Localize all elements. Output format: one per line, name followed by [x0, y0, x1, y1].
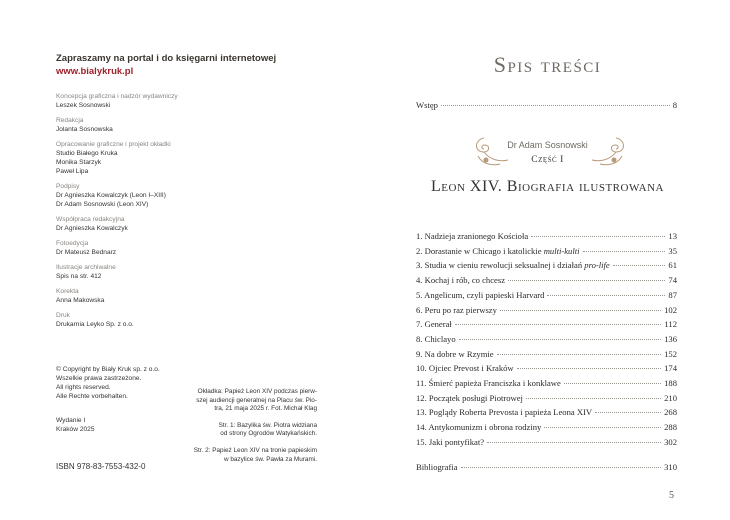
caption [157, 422, 317, 439]
toc-entry-page: 188 [664, 378, 677, 388]
toc-entry[interactable] [416, 319, 677, 329]
caption-line: w bazylice św. Pawła za Murami. [223, 455, 317, 463]
chapter-title: Ojciec Prevost i Kraków [428, 363, 514, 374]
chapter-number: 2. [416, 245, 423, 256]
toc-entry-title [416, 231, 528, 241]
isbn: ISBN 978-83-7553-432-0 [56, 462, 146, 471]
chapter-title: Chiclayo [424, 333, 456, 344]
dot-leader [508, 280, 665, 281]
chapter-number: 13. [416, 407, 427, 418]
toc-entry[interactable] [416, 260, 677, 270]
toc-entry-title [416, 319, 452, 329]
credit-group [56, 92, 316, 110]
toc-entry-intro[interactable] [416, 100, 677, 110]
caption-line: od strony Ogrodów Watykańskich. [220, 430, 317, 438]
toc-entry[interactable] [416, 363, 677, 373]
toc-entry[interactable] [416, 246, 677, 256]
credit-label: Ilustracje archiwalne [56, 264, 116, 271]
chapter-number: 4. [416, 275, 423, 286]
credit-group [56, 239, 316, 257]
toc-entry-page: 13 [668, 231, 677, 241]
toc-entry-title [416, 349, 494, 359]
toc-entry-title [416, 437, 484, 447]
dot-leader [500, 310, 661, 311]
credit-name: Anna Makowska [56, 297, 105, 304]
dot-leader [583, 251, 666, 252]
credit-group [56, 287, 316, 305]
dot-leader [441, 105, 670, 106]
toc-entry-title [416, 260, 610, 270]
dot-leader [544, 427, 661, 428]
toc-entry-title [416, 275, 505, 285]
promo-url[interactable]: www.bialykruk.pl [56, 66, 134, 77]
right-page [365, 0, 730, 520]
chapter-title: Kochaj i rób, co chcesz [424, 275, 506, 286]
chapter-number: 5. [416, 289, 423, 300]
credit-label: Korekta [56, 288, 79, 295]
credit-name: Leszek Sosnowski [56, 102, 111, 109]
part-label: Część I [531, 155, 564, 165]
chapter-title: Generał [424, 319, 452, 330]
edition-line: Wydanie I [56, 417, 86, 424]
dot-leader [564, 383, 661, 384]
toc-entry[interactable] [416, 393, 677, 403]
dot-leader [461, 467, 662, 468]
credit-label: Opracowanie graficzne i projekt okładki [56, 141, 171, 148]
toc-entry[interactable] [416, 231, 677, 241]
caption-line: Str. 2: Papież Leon XIV na tronie papieskim [193, 446, 317, 454]
credit-name: Drukarnia Leyko Sp. z o.o. [56, 321, 134, 328]
chapter-title: Peru po raz pierwszy [424, 304, 497, 315]
credit-group [56, 116, 316, 134]
chapter-number: 3. [416, 260, 423, 271]
credit-name: Spis na str. 412 [56, 273, 102, 280]
toc-entry[interactable] [416, 305, 677, 315]
toc-entry-title [416, 422, 541, 432]
chapter-title: Początek posługi Piotrowej [428, 392, 523, 403]
dot-leader [459, 339, 661, 340]
toc-entry-title [416, 305, 497, 315]
chapter-number: 12. [416, 392, 427, 403]
toc-entry[interactable] [416, 422, 677, 432]
chapter-number: 15. [416, 436, 427, 447]
credit-label: Druk [56, 312, 70, 319]
toc-entry-page: 310 [664, 462, 677, 472]
toc-entry-title [416, 363, 514, 373]
chapter-title-italic: pro-life [584, 260, 610, 271]
caption [157, 447, 317, 464]
credit-name: Monika Starzyk [56, 159, 102, 166]
toc-entry-title [416, 378, 561, 388]
toc-entry[interactable] [416, 349, 677, 359]
dot-leader [487, 442, 661, 443]
toc-entry-title [416, 393, 523, 403]
toc-entry-page: 210 [664, 392, 677, 403]
caption-line: Str. 1: Bazylika św. Piotra widziana [218, 421, 317, 429]
credit-group [56, 182, 316, 209]
chapter-number: 14. [416, 422, 427, 433]
promo-block [56, 52, 276, 78]
chapter-title: Poglądy Roberta Prevosta i papieża Leona XIV [428, 407, 593, 418]
edition-line: Kraków 2025 [56, 426, 95, 433]
credit-name: Dr Agnieszka Kowalczyk [56, 225, 128, 232]
credit-label: Współpraca redakcyjna [56, 216, 125, 223]
credit-group [56, 311, 316, 329]
credit-group [56, 263, 316, 281]
dot-leader [517, 368, 661, 369]
caption-line: Okładka: Papież Leon XIV podczas pierw- [197, 388, 317, 395]
chapter-title: Angelicum, czyli papieski Harvard [424, 289, 545, 300]
dot-leader [497, 354, 662, 355]
toc-entry-page: 102 [664, 304, 677, 315]
toc-entry[interactable] [416, 407, 677, 417]
toc-entry-title [416, 334, 456, 344]
dot-leader [455, 324, 662, 325]
chapter-title-italic: multi-kulti [543, 245, 580, 256]
toc-entry-page: 174 [664, 363, 677, 374]
copyright-line: All rights reserved. [56, 384, 111, 391]
toc-entry-title [416, 246, 580, 256]
toc-entry-page: 288 [664, 422, 677, 433]
chapter-title: Jaki pontyfikat? [428, 436, 485, 447]
toc-entry-title [416, 407, 592, 417]
copyright-line: Alle Rechte vorbehalten. [56, 393, 128, 400]
toc-entry-title: Wstęp [416, 100, 438, 110]
credit-label: Redakcja [56, 117, 84, 124]
caption [157, 388, 317, 414]
toc-entry-page: 152 [664, 348, 677, 359]
toc-entry-page: 87 [668, 289, 677, 300]
page-title: Spis treści [493, 52, 602, 77]
toc-entry[interactable] [416, 334, 677, 344]
copyright-line: Wszelkie prawa zastrzeżone. [56, 375, 142, 382]
toc-entry-title: Bibliografia [416, 462, 458, 472]
dot-leader [547, 295, 665, 296]
dot-leader [613, 265, 666, 266]
chapter-number: 10. [416, 363, 427, 374]
caption-line: szej audiencji generalnej na Placu św. Pio- [196, 396, 317, 404]
toc-entry-bibliography[interactable] [416, 462, 677, 472]
toc-entry[interactable] [416, 290, 677, 300]
credit-name: Dr Agnieszka Kowalczyk (Leon I–XIII) [56, 192, 166, 199]
chapter-title: Na dobre w Rzymie [424, 348, 494, 359]
toc-entry-page: 112 [664, 319, 677, 330]
chapter-number: 11. [416, 378, 427, 388]
credit-label: Koncepcja graficzna i nadzór wydawniczy [56, 93, 178, 100]
credit-name: Dr Adam Sosnowski (Leon XIV) [56, 201, 149, 208]
copyright-notice [56, 365, 160, 401]
chapter-title: Antykomunizm i obrona rodziny [428, 422, 542, 433]
toc-entry[interactable] [416, 275, 677, 285]
toc-entry[interactable] [416, 437, 677, 447]
chapter-number: 1. [416, 231, 423, 241]
edition-info [56, 416, 95, 434]
toc-entry-title [416, 290, 544, 300]
credit-name: Paweł Lipa [56, 168, 89, 175]
credits-list [56, 92, 316, 335]
page-number: 5 [669, 490, 674, 501]
toc-entry-page: 61 [668, 260, 677, 271]
copyright-line: © Copyright by Biały Kruk sp. z o.o. [56, 366, 160, 373]
author-name: Dr Adam Sosnowski [507, 140, 588, 150]
chapter-title: Nadzieja zranionego Kościoła [424, 231, 529, 241]
book-title: Leon XIV. Biografia ilustrowana [431, 178, 664, 195]
toc-entry-page: 8 [672, 100, 677, 110]
dot-leader [531, 236, 665, 237]
toc-entry-page: 35 [668, 245, 677, 256]
caption-line: tra, 21 maja 2025 r. Fot. Michał Klag [214, 405, 317, 413]
dot-leader [595, 412, 661, 413]
credit-group [56, 215, 316, 233]
credit-name: Studio Białego Kruka [56, 150, 118, 157]
dot-leader [526, 398, 661, 399]
toc-entry-page: 268 [664, 407, 677, 418]
toc-entry-page: 74 [668, 275, 677, 286]
chapter-title: Studia w cieniu rewolucji seksualnej i działań [424, 260, 585, 271]
credit-name: Dr Mateusz Bednarz [56, 249, 117, 256]
photo-captions [157, 388, 317, 472]
chapter-number: 9. [416, 348, 423, 359]
credit-group [56, 140, 316, 176]
chapter-number: 8. [416, 333, 423, 344]
chapter-title: Śmierć papieża Franciszka i konklawe [428, 378, 561, 388]
toc-entry-page: 302 [664, 436, 677, 447]
credit-label: Fotoedycja [56, 240, 89, 247]
toc-entry[interactable] [416, 378, 677, 388]
credit-label: Podpisy [56, 183, 80, 190]
toc-entry-page: 136 [664, 333, 677, 344]
chapter-title: Dorastanie w Chicago i katolickie [424, 245, 544, 256]
chapter-number: 6. [416, 304, 423, 315]
chapter-number: 7. [416, 319, 423, 330]
promo-line: Zapraszamy na portal i do księgarni internetowej [56, 53, 277, 64]
credit-name: Jolanta Sosnowska [56, 126, 113, 133]
